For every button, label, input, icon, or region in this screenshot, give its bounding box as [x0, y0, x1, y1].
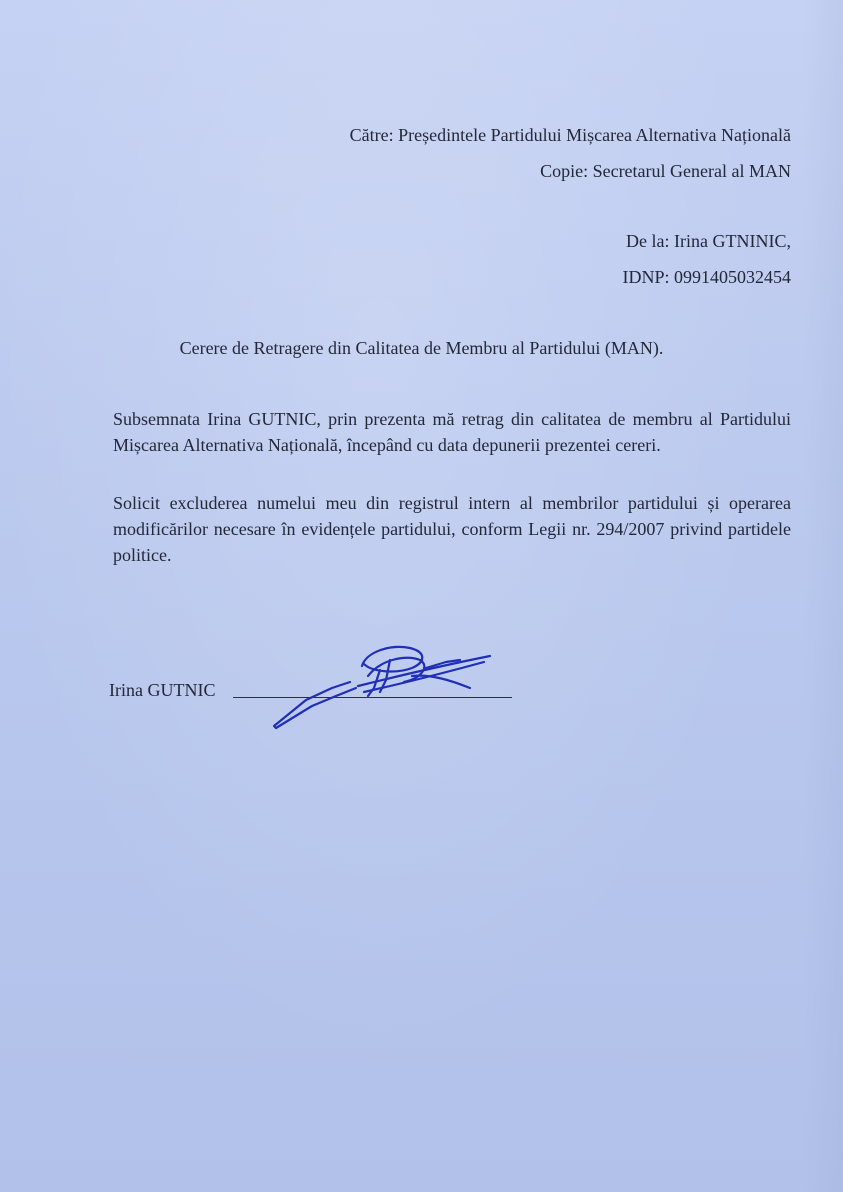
recipient-line: Către: Președintele Partidului Mișcarea Alternativa Națională: [349, 125, 791, 145]
copy-recipient-line: Copie: Secretarul General al MAN: [540, 161, 791, 181]
signatory-name: Irina GUTNIC: [109, 680, 216, 700]
body-paragraph-withdrawal: Subsemnata Irina GUTNIC, prin prezenta mă retrag din calitatea de membru al Partidului Mișcarea Alternativa Națională, începând cu data depunerii prezentei cereri.: [113, 409, 791, 455]
document-title: Cerere de Retragere din Calitatea de Membru al Partidului (MAN).: [179, 338, 664, 358]
sender-idnp: IDNP: 0991405032454: [622, 267, 791, 287]
sender-line: De la: Irina GTNINIC,: [626, 231, 791, 251]
handwritten-signature: [240, 630, 510, 740]
body-paragraph-request: Solicit excluderea numelui meu din registrul intern al membrilor partidului și operarea modificărilor necesare în evidențele partidului, conform Legii nr. 294/2007 privind partidele politice.: [113, 493, 791, 565]
